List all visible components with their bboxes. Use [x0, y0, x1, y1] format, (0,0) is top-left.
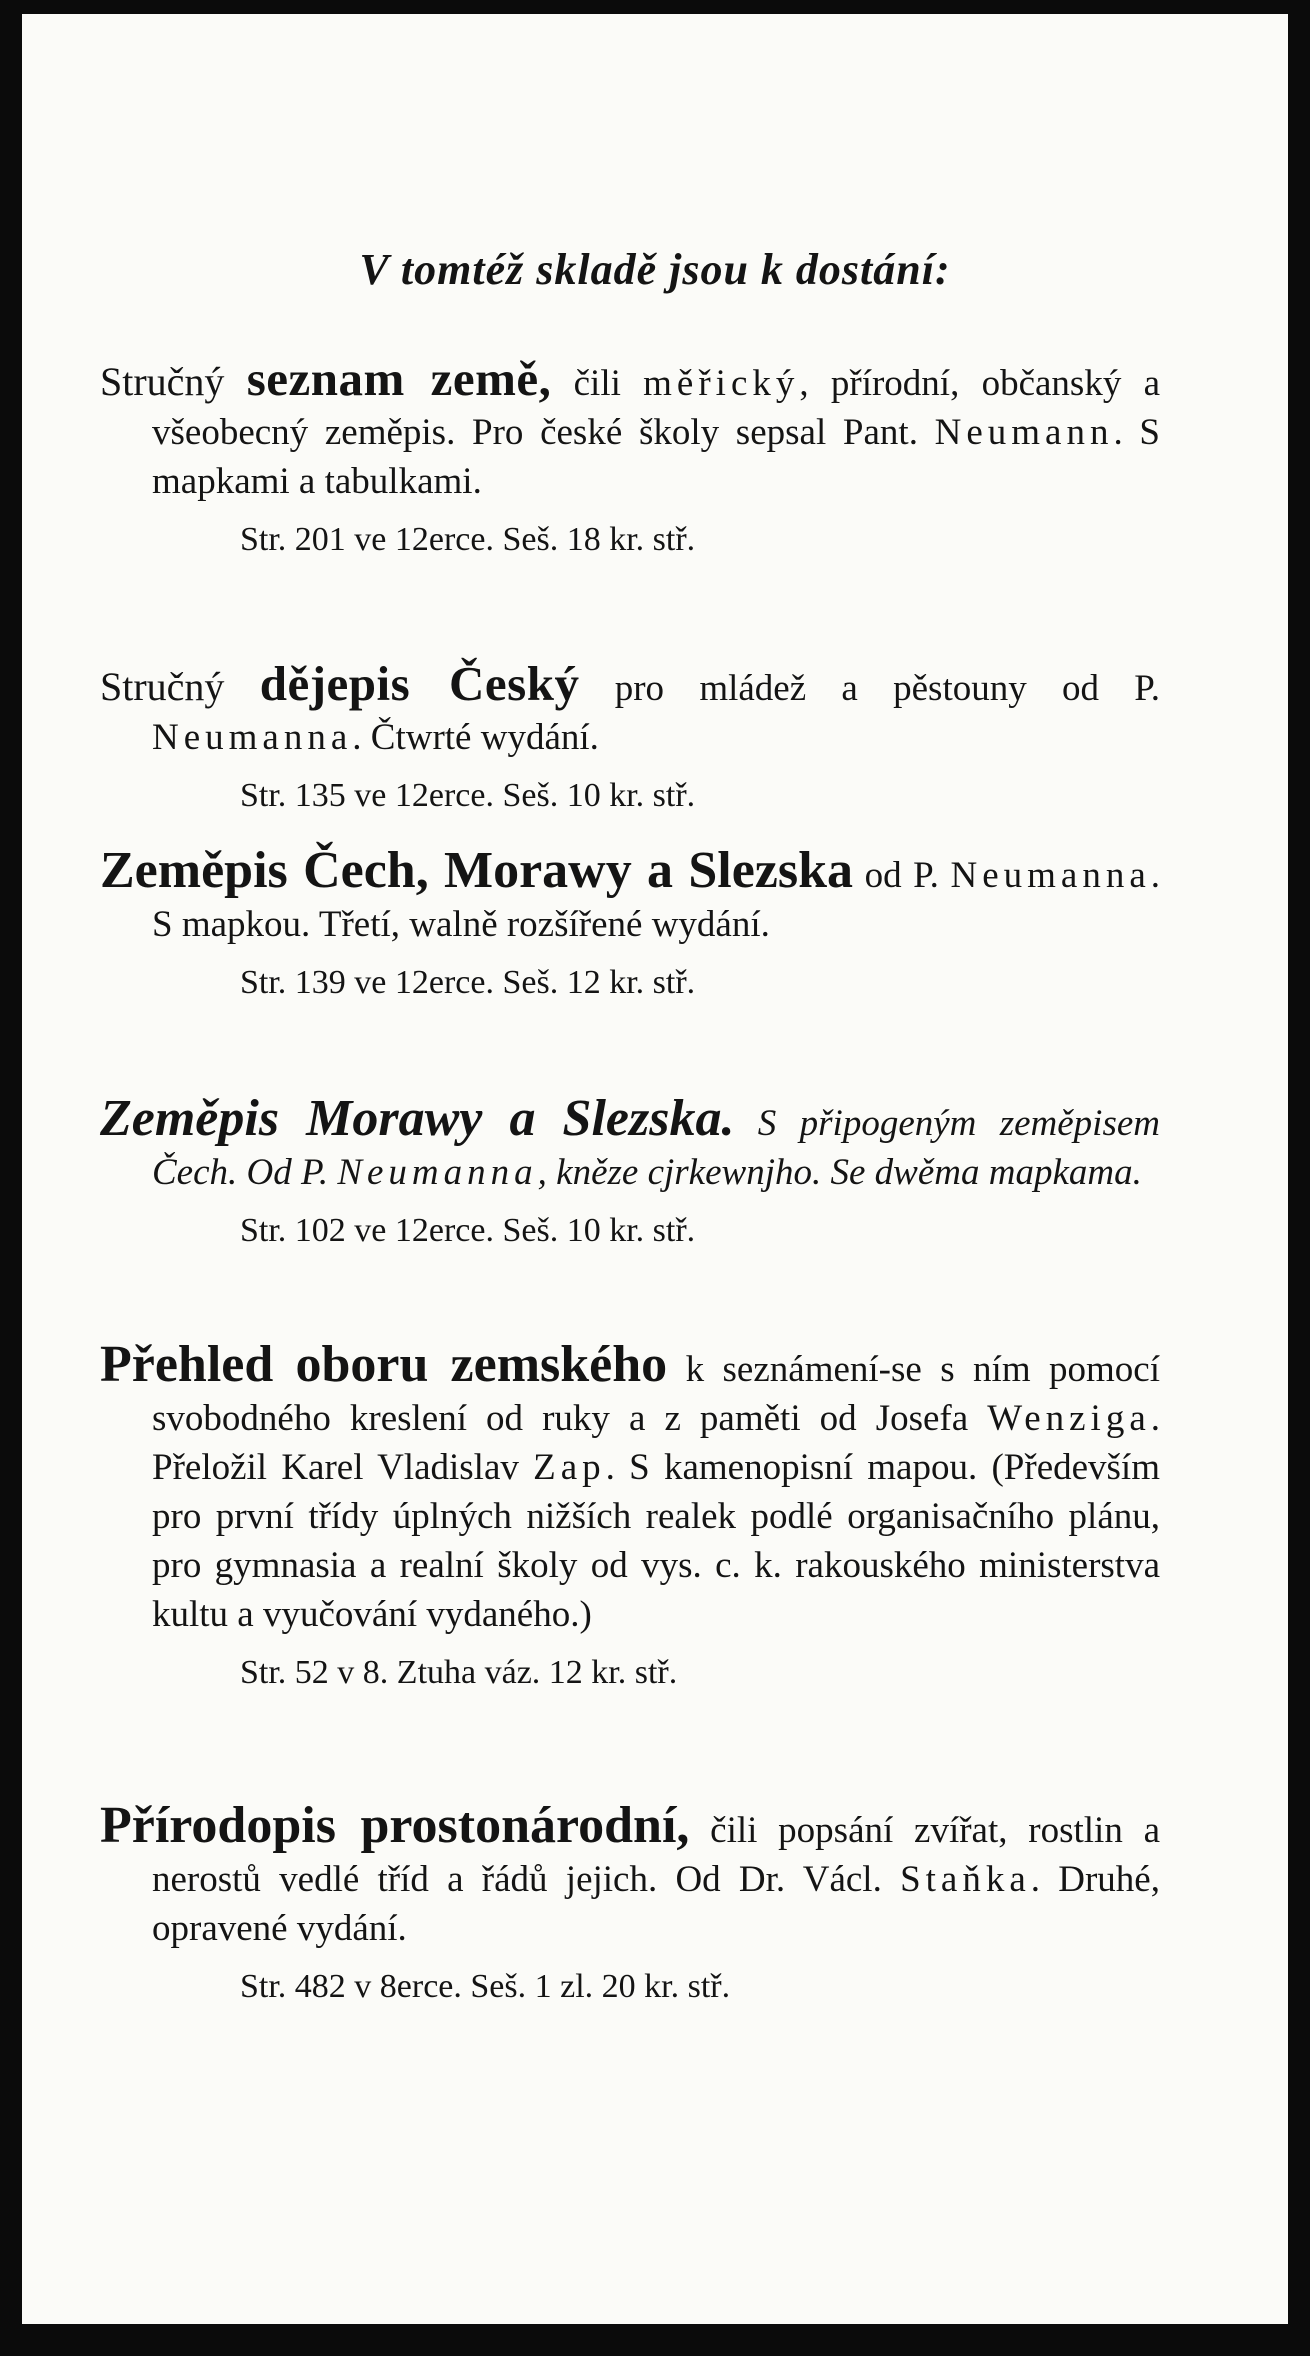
- catalog-entry: [100, 351, 1161, 562]
- entry-body: . S mapkou. Třetí, walně rozšířené wydání.: [152, 855, 1160, 945]
- entry-author: Neumann: [934, 412, 1114, 453]
- entry-title: Zeměpis Morawy a Slezska.: [100, 1090, 735, 1147]
- entry-title: Zeměpis Čech, Morawy a Slezska: [100, 842, 854, 899]
- entry-author: Wenziga: [987, 1398, 1151, 1439]
- entry-body: . S mapkami a tabulkami.: [152, 412, 1160, 502]
- entry-text: [100, 1090, 1160, 1197]
- entry-meta: Str. 482 v 8erce. Seš. 1 zl. 20 kr. stř.: [240, 1968, 731, 2005]
- entry-text: [100, 351, 1161, 506]
- entry-author: Neumanna: [337, 1152, 538, 1193]
- entry-author: Zap: [533, 1447, 606, 1488]
- entry-body: . Druhé, opravené vydání.: [152, 1859, 1160, 1949]
- entry-body: S připogeným zeměpisem Čech. Od P.: [152, 1103, 1160, 1193]
- entry-meta: Str. 52 v 8. Ztuha váz. 12 kr. stř.: [240, 1654, 678, 1691]
- entry-text: [100, 656, 1160, 762]
- entry-text: [100, 1797, 1160, 1953]
- catalog-entry: [100, 656, 1160, 818]
- entry-body: k seznámení-se s ním pomocí svobodného kreslení od ruky a z paměti od Josefa: [152, 1349, 1161, 1439]
- catalog-entry: [100, 1090, 1160, 1253]
- entry-body: , přírodní, občanský a všeobecný zeměpis. Pro české školy sepsal Pant.: [152, 363, 1161, 453]
- entry-meta: Str. 102 ve 12erce. Seš. 10 kr. stř.: [240, 1212, 696, 1249]
- catalog-entry: [100, 1336, 1161, 1695]
- entry-lead: Stručný: [100, 664, 225, 709]
- entry-meta: Str. 135 ve 12erce. Seš. 10 kr. stř.: [240, 777, 696, 814]
- entry-body: . Přeložil Karel Vladislav: [152, 1398, 1160, 1488]
- entry-body: čili popsání zvířat, rostlin a nerostů vedlé tříd a řádů jejich. Od Dr. Václ.: [152, 1810, 1160, 1900]
- entry-body: od P.: [853, 855, 951, 896]
- entry-title: seznam země,: [246, 351, 552, 406]
- catalog-entry: [100, 1797, 1160, 2009]
- page-heading: V tomtéž skladě jsou k dostání:: [359, 245, 951, 294]
- entry-body: pro mládež a pěstouny od P.: [579, 668, 1160, 709]
- entry-title: Přehled oboru zemského: [100, 1336, 668, 1393]
- book-page: [22, 14, 1288, 2324]
- entry-meta: Str. 139 ve 12erce. Seš. 12 kr. stř.: [240, 964, 696, 1001]
- entry-body: . Čtwrté wydání.: [352, 717, 599, 758]
- entry-text: [100, 1336, 1161, 1639]
- entry-title: dějepis Český: [259, 656, 580, 711]
- entry-author: Neumanna: [152, 717, 353, 758]
- entry-meta: Str. 201 ve 12erce. Seš. 18 kr. stř.: [240, 521, 696, 558]
- entry-title: Přírodopis prostonárodní,: [100, 1797, 690, 1854]
- entry-text: [100, 842, 1160, 949]
- entry-author: Staňka: [900, 1859, 1031, 1900]
- entry-body: čili: [551, 363, 644, 404]
- entry-author: Neumanna: [950, 855, 1151, 896]
- entry-body: , kněze cjrkewnjho. Se dwěma mapkama.: [537, 1152, 1142, 1193]
- catalog-entry: [100, 842, 1160, 1005]
- entry-lead: Stručný: [100, 359, 225, 404]
- entry-body-spaced: měřický: [643, 363, 800, 404]
- entry-body: . S kamenopisní mapou. (Především pro první třídy úplných nižších realek podlé organisačního plánu, pro gymnasia a realní školy od vys. c. k. rakouského ministerstva kultu a vyučování vydaného.): [152, 1447, 1160, 1635]
